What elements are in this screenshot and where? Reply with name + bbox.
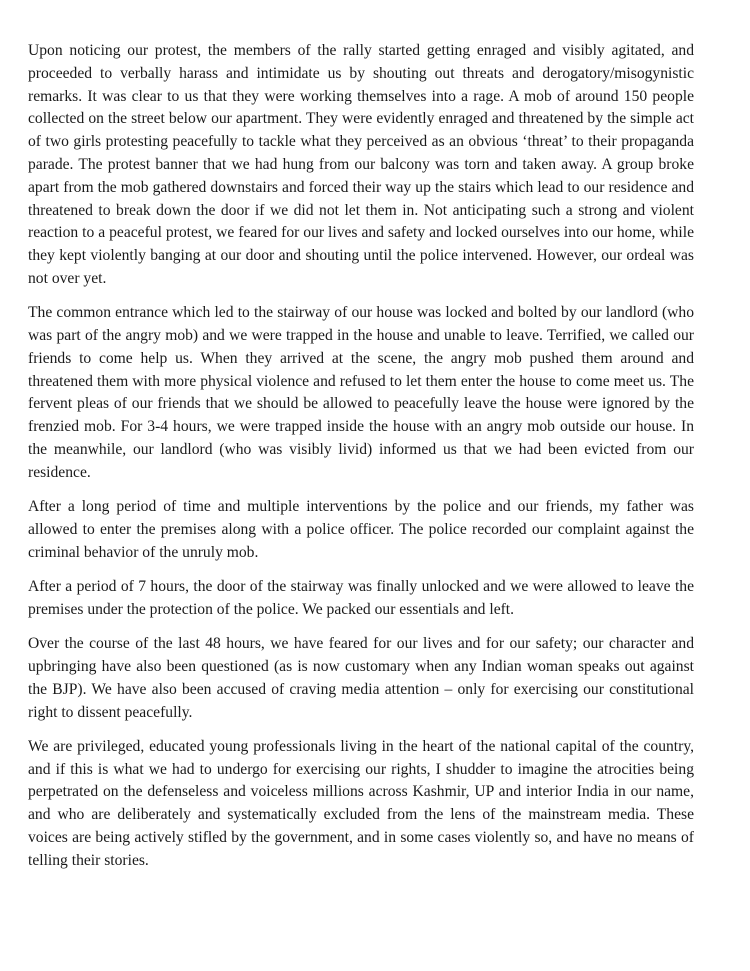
paragraph-4: After a period of 7 hours, the door of the stairway was finally unlocked and we were allowed to leave the premises under the protection of the police. We packed our essentials and left. bbox=[28, 578, 694, 618]
paragraph-3: After a long period of time and multiple interventions by the police and our friends, my father was allowed to enter the premises along with a police officer. The police recorded our complaint against the criminal behavior of the unruly mob. bbox=[28, 498, 694, 561]
paragraph-6: We are privileged, educated young professionals living in the heart of the national capital of the country, and if this is what we had to undergo for exercising our rights, I shudder to imagine the atrocities being perpetrated on the defenseless and voiceless millions across Kashmir, UP and interior India in our name, and who are deliberately and systematically excluded from the lens of the mainstream media. These voices are being actively stifled by the government, and in some cases violently so, and have no means of telling their stories. bbox=[28, 737, 694, 869]
paragraph-5: Over the course of the last 48 hours, we have feared for our lives and for our safety; our character and upbringing have also been questioned (as is now customary when any Indian woman speaks out against the BJP). We have also been accused of craving media attention – only for exercising our constitutional right to dissent peacefully. bbox=[28, 635, 694, 721]
paragraph-1: Upon noticing our protest, the members of the rally started getting enraged and visibly agitated, and proceeded to verbally harass and intimidate us by shouting out threats and derogatory/misogynistic remarks. It was clear to us that they were working themselves into a rage. A mob of around 150 people collected on the street below our apartment. They were evidently enraged and threatened by the simple act of two girls protesting peacefully to tackle what they perceived as an obvious ‘threat’ to their propaganda parade. The protest banner that we had hung from our balcony was torn and taken away. A group broke apart from the mob gathered downstairs and forced their way up the stairs which lead to our residence and threatened to break down the door if we did not let them in. Not anticipating such a strong and violent reaction to a peaceful protest, we feared for our lives and safety and locked ourselves into our home, while they kept violently banging at our door and shouting until the police intervened. However, our ordeal was not over yet. bbox=[28, 42, 694, 287]
paragraph-2: The common entrance which led to the stairway of our house was locked and bolted by our landlord (who was part of the angry mob) and we were trapped in the house and unable to leave. Terrified, we called our friends to come help us. When they arrived at the scene, the angry mob pushed them around and threatened them with more physical violence and refused to let them enter the house to come meet us. The fervent pleas of our friends that we should be allowed to peacefully leave the house were ignored by the frenzied mob. For 3-4 hours, we were trapped inside the house with an angry mob outside our house. In the meanwhile, our landlord (who was visibly livid) informed us that we had been evicted from our residence. bbox=[28, 304, 694, 481]
document-body bbox=[28, 40, 694, 884]
